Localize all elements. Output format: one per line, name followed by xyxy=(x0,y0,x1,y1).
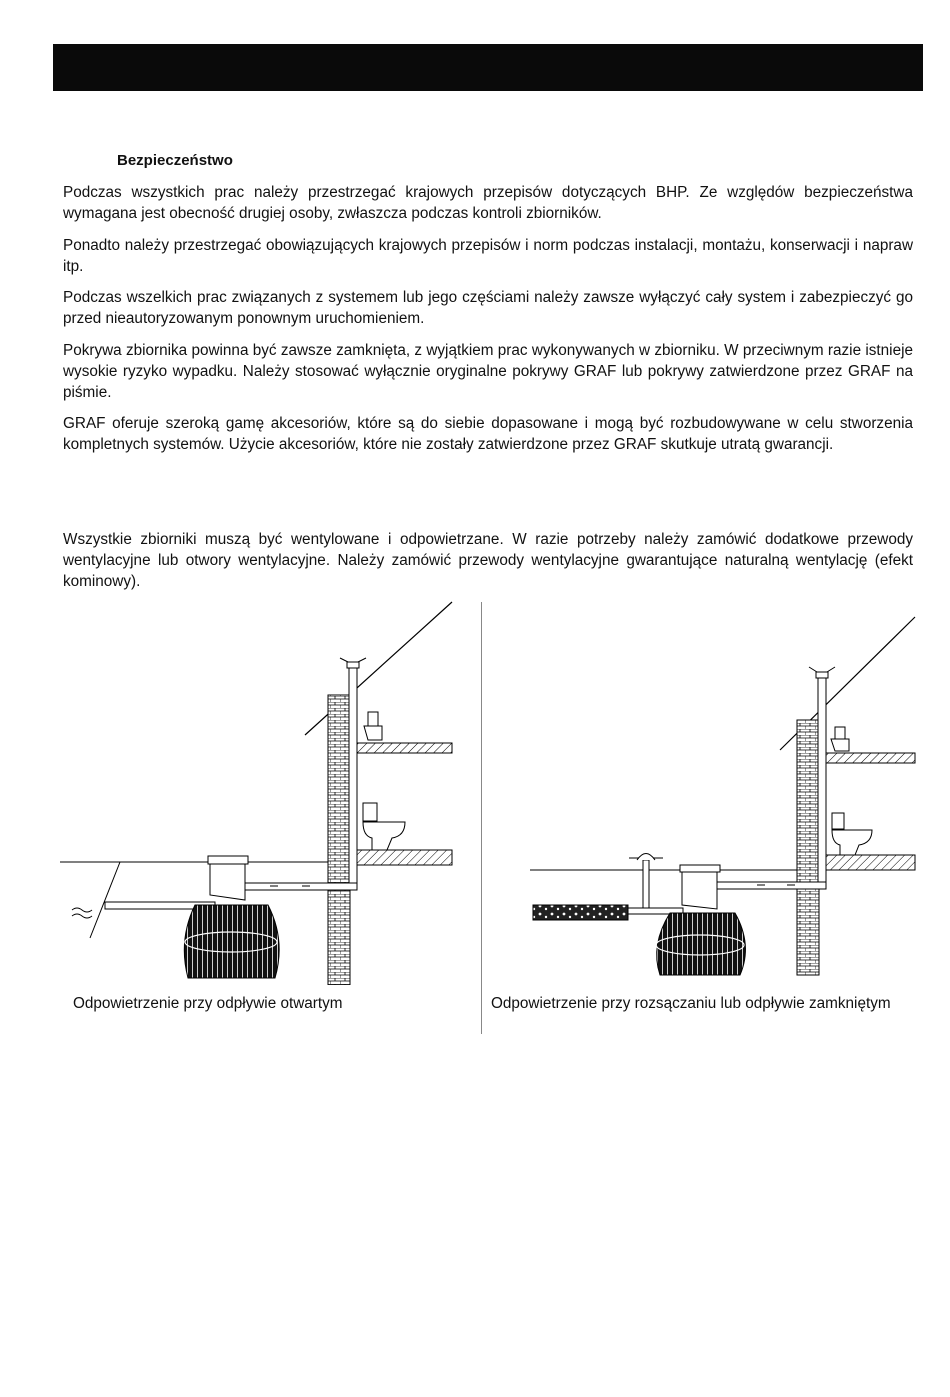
soakaway-vent-pipe xyxy=(643,860,649,908)
tank-dome xyxy=(682,870,717,909)
caption-closed-outlet: Odpowietrzenie przy rozsączaniu lub odpływie zamkniętym xyxy=(491,995,891,1012)
vent-pipe xyxy=(349,668,357,883)
upper-floor xyxy=(819,753,915,763)
tank-body xyxy=(657,913,746,975)
safety-paragraph-5: GRAF oferuje szeroką gamę akcesoriów, które są do siebie dopasowane i mogą być rozbudowywane w celu stworzenia kompletnych systemów. Użycie akcesoriów, które nie zostały zatwierdzone przez GRAF skutkuje utratą gwarancji. xyxy=(63,415,913,453)
water-flow-icon xyxy=(72,908,92,918)
inlet-pipe xyxy=(715,882,826,889)
toilet-icon-lower xyxy=(363,803,405,850)
brick-wall xyxy=(328,695,350,985)
vent-arrows-icon xyxy=(340,658,366,662)
brick-wall xyxy=(797,720,819,975)
safety-paragraph-1: Podczas wszystkich prac należy przestrzegać krajowych przepisów dotyczących BHP. Ze względów bezpieczeństwa wymagana jest obecność drugiej osoby, zwłaszcza podczas kontroli zbiorników. xyxy=(63,184,913,222)
toilet-icon-upper xyxy=(364,712,382,740)
vent-arrows-icon xyxy=(809,667,835,672)
safety-paragraph-3: Podczas wszelkich prac związanych z systemem lub jego częściami należy zawsze wyłączyć cały system i zabezpieczyć go przed nieautoryzowanym ponownym uruchomieniem. xyxy=(63,289,913,327)
ventilation-paragraph: Wszystkie zbiorniki muszą być wentylowane i odpowietrzane. W razie potrzeby należy zamówić dodatkowe przewody wentylacyjne lub otwory wentylacyjne. Należy zamówić przewody wentylacyjne gwarantujące naturalną wentylację (efekt kominowy). xyxy=(63,531,913,590)
tank-dome xyxy=(210,862,245,900)
ground-floor xyxy=(819,855,915,870)
figure-closed-outlet xyxy=(525,615,920,980)
toilet-icon-upper xyxy=(831,727,849,751)
safety-paragraph-2: Ponadto należy przestrzegać obowiązujących krajowych przepisów i norm podczas instalacji, montażu, konserwacji i napraw itp. xyxy=(63,237,913,275)
header-bar xyxy=(53,44,923,91)
upper-floor xyxy=(350,743,452,753)
safety-paragraph-4: Pokrywa zbiornika powinna być zawsze zamknięta, z wyjątkiem prac wykonywanych w zbiorniku. W przeciwnym razie istnieje wysokie ryzyko wypadku. Należy stosować wyłącznie oryginalne pokrywy GRAF lub pokrywy zatwierdzone przez GRAF na piśmie. xyxy=(63,342,913,401)
ground-floor xyxy=(350,850,452,865)
figure-open-outlet xyxy=(60,600,460,985)
figure-divider xyxy=(481,602,482,1034)
vent-pipe xyxy=(818,677,826,887)
tank-body xyxy=(184,905,279,978)
caption-open-outlet: Odpowietrzenie przy odpływie otwartym xyxy=(73,995,343,1012)
toilet-icon-lower xyxy=(832,813,872,855)
gravel-soakaway xyxy=(533,905,628,920)
safety-heading: Bezpieczeństwo xyxy=(117,152,233,169)
